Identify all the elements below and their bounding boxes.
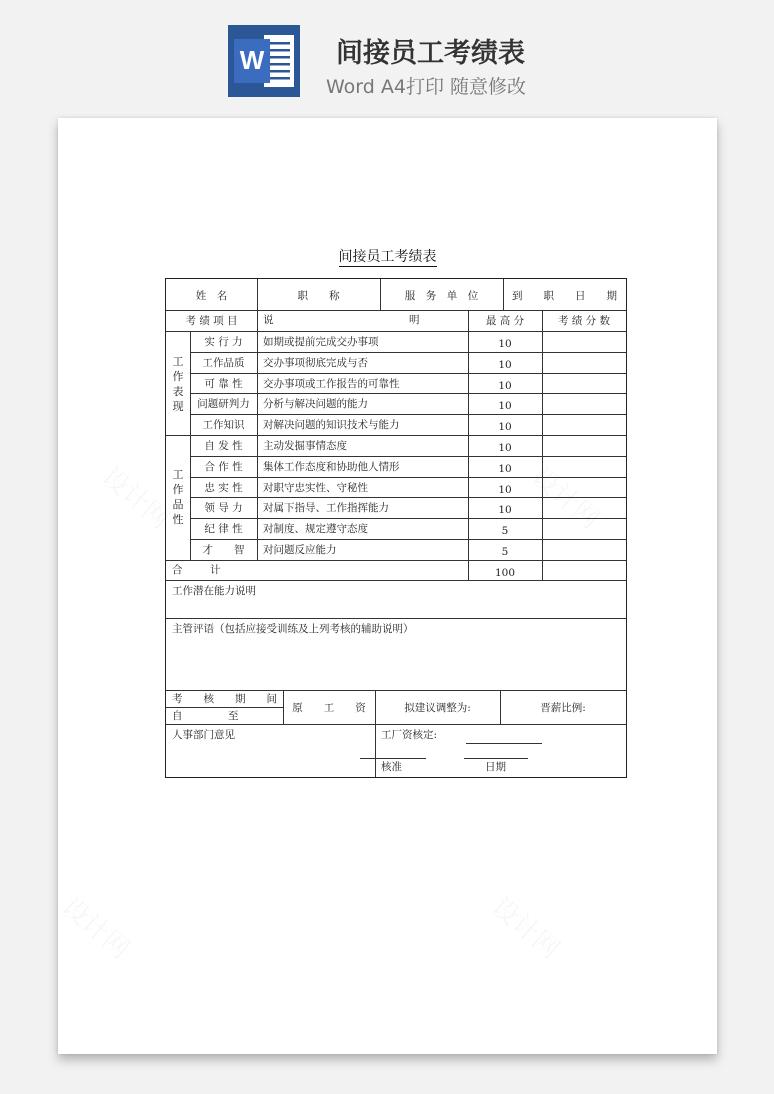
item-max: 10 (498, 442, 512, 454)
item-name: 工作品质 (202, 357, 245, 369)
item-max: 10 (498, 359, 512, 371)
name-label: 姓 名 (195, 290, 228, 302)
item-desc: 集体工作态度和协助他人情形 (263, 461, 400, 473)
signature-line (464, 758, 528, 759)
item-header: 考 绩 项 目 (185, 315, 238, 327)
total-label-left: 合 (172, 564, 183, 576)
group-label-performance: 工作表现 (172, 355, 184, 413)
desc-header-right: 明 (409, 314, 420, 326)
item-max: 10 (498, 380, 512, 392)
item-max: 10 (498, 400, 512, 412)
score-header: 考 绩 分 数 (557, 315, 610, 327)
item-desc: 对属下指导、工作指挥能力 (263, 502, 389, 514)
header-title: 间接员工考绩表 (336, 38, 525, 69)
max-score-header: 最 高 分 (485, 315, 525, 327)
item-name: 可 靠 性 (204, 378, 243, 390)
proposed-salary-label: 拟建议调整为: (404, 702, 471, 714)
item-desc: 分析与解决问题的能力 (263, 398, 368, 410)
item-max: 10 (498, 338, 512, 350)
item-name: 实 行 力 (204, 336, 243, 348)
item-name: 纪 律 性 (204, 523, 243, 535)
item-desc: 主动发掘事情态度 (263, 440, 347, 452)
position-label: 职 称 (297, 290, 340, 302)
item-max: 10 (498, 463, 512, 475)
potential-label: 工作潜在能力说明 (172, 585, 256, 597)
item-max: 10 (498, 421, 512, 433)
desc-header-left: 说 (263, 314, 274, 326)
header-subtitle: Word A4打印 随意修改 (326, 76, 527, 98)
signature-line (466, 743, 542, 744)
original-salary-label: 原 工 资 (292, 702, 366, 714)
item-desc: 对制度、规定遵守态度 (263, 523, 368, 535)
item-desc: 对问题反应能力 (263, 544, 337, 556)
item-name: 才 智 (202, 544, 245, 556)
item-desc: 对解决问题的知识技术与能力 (263, 419, 400, 431)
svg-text:W: W (239, 45, 265, 75)
item-desc: 如期或提前完成交办事项 (263, 336, 379, 348)
period-from-label: 自 (172, 710, 183, 722)
factory-salary-label: 工厂资核定: (381, 729, 438, 741)
item-name: 合 作 性 (204, 461, 243, 473)
item-name: 问题研判力 (197, 398, 250, 410)
total-label-right: 计 (210, 564, 221, 576)
item-max: 5 (501, 525, 509, 537)
item-max: 10 (498, 504, 512, 516)
raise-ratio-label: 晋薪比例: (540, 702, 586, 714)
hr-opinion-label: 人事部门意见 (172, 729, 235, 741)
item-max: 10 (498, 484, 512, 496)
period-to-label: 至 (228, 710, 239, 722)
item-desc: 对职守忠实性、守秘性 (263, 482, 368, 494)
unit-label: 服 务 单 位 (404, 290, 479, 302)
document-page (58, 118, 717, 1054)
item-max: 5 (501, 546, 509, 558)
total-value: 100 (494, 567, 516, 579)
item-name: 自 发 性 (204, 440, 243, 452)
item-name: 忠 实 性 (204, 482, 243, 494)
document-title: 间接员工考绩表 (338, 249, 437, 265)
supervisor-label: 主管评语（包括应接受训练及上列考核的辅助说明） (172, 623, 414, 635)
signature-line (360, 758, 426, 759)
word-app-icon (228, 25, 300, 97)
date-label: 日期 (485, 761, 506, 773)
item-name: 工作知识 (202, 419, 245, 431)
group-label-character: 工作品性 (172, 468, 184, 526)
period-label: 考 核 期 间 (172, 693, 277, 705)
approve-label: 核准 (381, 761, 402, 773)
item-desc: 交办事项或工作报告的可靠性 (263, 378, 400, 390)
hire-date-label: 到 职 日 期 (512, 290, 617, 302)
item-name: 领 导 力 (204, 502, 243, 514)
evaluation-form-table (165, 278, 627, 778)
item-desc: 交办事项彻底完成与否 (263, 357, 368, 369)
